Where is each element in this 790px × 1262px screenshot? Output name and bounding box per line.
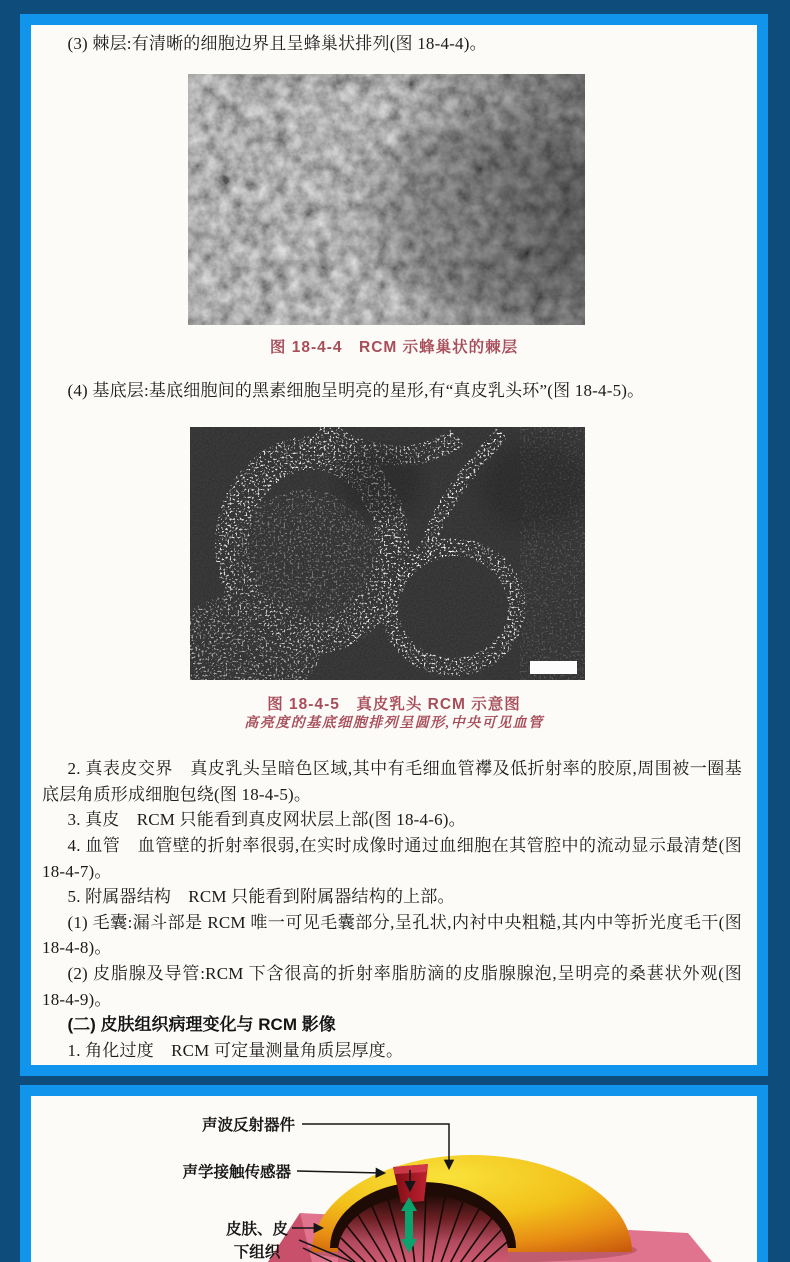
paragraph: 3. 真皮 RCM 只能看到真皮网状层上部(图 18-4-6)。 [67, 810, 466, 830]
paragraph-basal-layer: (4) 基底层:基底细胞间的黑素细胞呈明亮的星形,有“真皮乳头环”(图 18-4-5)。 [67, 380, 645, 400]
figure-18-4-4-image [188, 74, 585, 325]
paragraph: 2. 真表皮交界 真皮乳头呈暗色区域,其中有毛细血管襻及低折射率的胶原,周围被一圈基底层角质形成细胞包绕(图 18-4-5)。 [42, 759, 742, 804]
speckle-texture [190, 427, 585, 680]
paragraph: 4. 血管 血管壁的折射率很弱,在实时成像时通过血细胞在其管腔中的流动显示最清楚(图 18-4-7)。 [42, 835, 742, 881]
body-paragraphs [31, 756, 757, 1063]
paragraph: (1) 毛囊:漏斗部是 RCM 唯一可见毛囊部分,呈孔状,内衬中央粗糙,其内中等折光度毛干(图 18-4-8)。 [42, 912, 742, 958]
paragraph: 5. 附属器结构 RCM 只能看到附属器结构的上部。 [67, 887, 455, 907]
label-acoustic-contact-sensor: 声学接触传感器 [182, 1164, 291, 1181]
section-heading: (二) 皮肤组织病理变化与 RCM 影像 [67, 1015, 336, 1035]
right-shading [188, 74, 585, 325]
scale-bar [530, 661, 577, 674]
figure-caption-18-4-5: 图 18-4-5 真皮乳头 RCM 示意图 [267, 696, 521, 714]
book-page-upper [20, 14, 768, 1076]
figure-18-4-5-image [190, 427, 585, 680]
ultrasound-probe-diagram [31, 1096, 758, 1262]
paragraph: (2) 皮脂腺及导管:RCM 下含很高的折射率脂肪滴的皮脂腺腺泡,呈明亮的桑葚状外观(图 18-4-9)。 [42, 963, 742, 1009]
paragraph-spinous-layer: (3) 棘层:有清晰的细胞边界且呈蜂巢状排列(图 18-4-4)。 [67, 34, 487, 53]
label-skin-line1: 皮肤、皮 [225, 1221, 289, 1238]
figure-subcaption-18-4-5: 高亮度的基底细胞排列呈圆形,中央可见血管 [244, 716, 544, 732]
paragraph-hyperkeratosis: 1. 角化过度 RCM 可定量测量角质层厚度。 [67, 1040, 404, 1060]
page-content [31, 25, 757, 1063]
label-skin-line2: 下组织 [233, 1244, 281, 1261]
leader-acoustic-sensor [297, 1171, 384, 1173]
label-acoustic-reflector: 声波反射器件 [201, 1117, 295, 1134]
figure-caption-18-4-4: 图 18-4-4 RCM 示蜂巢状的棘层 [269, 338, 519, 356]
